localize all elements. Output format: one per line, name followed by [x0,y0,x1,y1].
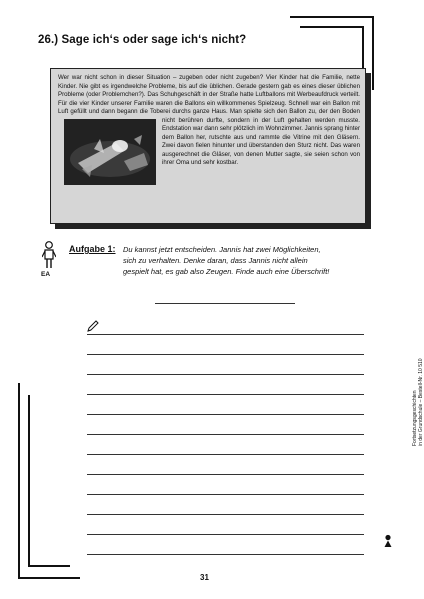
heading-write-line[interactable] [155,303,295,304]
writing-line[interactable] [87,414,364,415]
story-text [58,74,360,187]
publisher-logo-icon [383,534,393,548]
broken-glass-photo [64,119,156,185]
corner-decoration-bottom-left-inner [28,395,70,567]
task-line: Du kannst jetzt entscheiden. Jannis hat zwei Möglichkeiten, [123,245,321,254]
child-figure-icon [42,241,56,269]
work-mode-badge: EA [41,271,51,278]
writing-line[interactable] [87,454,364,455]
pencil-icon [86,319,100,333]
writing-line[interactable] [87,434,364,435]
task-line: gespielt hat, es gab also Zeugen. Finde auch eine Überschrift! [123,267,330,276]
story-box [50,68,366,224]
writing-line[interactable] [87,354,364,355]
story-intro: Wer war nicht schon in dieser Situation – zugeben oder nicht zugeben? Vier Kinder hat die Familie, nette Kinder. Nie gibt es irgendwelche Probleme, bis auf die üblichen. Gerade gestern gab es eines dieser üblichen Probleme (oder Problemchen?). Das Schuhgeschäft in der Straße hatte Luftballons mit Werbeaufdruck verteilt. Für die vier Kinder unserer Familie waren die Ballons ein willkommenes Spielzeug. Schnell war ein Ballon mit Luft gefüllt und dann begann die Toberei durchs ganze Haus. Man spielte [58,74,360,116]
writing-line[interactable] [87,394,364,395]
writing-line[interactable] [87,374,364,375]
writing-line[interactable] [87,554,364,555]
task-label: Aufgabe 1: [69,244,116,254]
writing-line[interactable] [87,494,364,495]
task-line: sich zu verhalten. Denke daran, dass Jannis nicht allein [123,256,308,265]
series-title: Fortsetzungsgeschichten [412,390,418,446]
corner-decoration-top-right-inner [300,26,364,74]
page-number: 31 [200,573,209,582]
task-text [123,244,373,277]
writing-line[interactable] [87,514,364,515]
writing-line[interactable] [87,334,364,335]
story-continuation: sich den Ballon zu, der den Boden nicht berühren durfte, sondern in der Luft gehalten werden musste. Endstation war dann sehr plötzlich im Wohnzimmer. Jannis sprang hinter dem Ballon her, rutschte aus und rammte die Vitrine mit den Gläsern. Zwei davon fielen hinunter und überstanden den Sturz nicht. Das waren ausgerechnet die Gläser, von denen Mutter sagte, sie seien schon von ihrer Oma und sehr kostbar. [162,108,360,167]
writing-line[interactable] [87,534,364,535]
writing-line[interactable] [87,474,364,475]
page-title: 26.) Sage ich‘s oder sage ich‘s nicht? [38,34,247,46]
order-number: in der Grundschule – Bestell-Nr. 10 510 [418,358,424,446]
publisher-side-text [412,358,424,446]
